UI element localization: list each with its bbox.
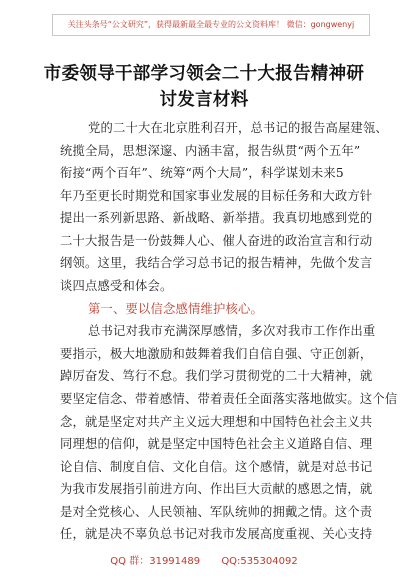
paragraph-line: 论自信、制度自信、文化自信。这个感情，就是对总书记 [60, 459, 373, 474]
paragraph-line: 衔接“两个百年”、统筹“两个大局”，科学谋划未来5 [60, 166, 344, 181]
document-title-line-2: 讨发言材料 [159, 90, 249, 110]
paragraph-line: 纲领。这里，我结合学习总书记的报告精神，先做个发言 [60, 256, 373, 271]
paragraph-line: 年乃至更长时期党和国家事业发展的目标任务和大政方针 [60, 188, 373, 203]
footer-qq-group: QQ 群：31991489 [110, 556, 201, 567]
footer-qq: QQ:535304092 [221, 556, 298, 567]
paragraph-line: 总书记对我市充满深厚感情，多次对我市工作作出重 [88, 324, 376, 339]
document-title-line-1: 市委领导干部学习领会二十大报告精神研 [43, 64, 365, 84]
paragraph-line: 踔厉奋发、笃行不怠。我们学习贯彻党的二十大精神，就 [60, 369, 373, 384]
paragraph-line: 二十大报告是一份鼓舞人心、催人奋进的政治宣言和行动 [60, 233, 373, 248]
paragraph-line: 谈四点感受和体会。 [60, 279, 173, 294]
footer-contact [0, 552, 408, 567]
paragraph-line: 为我市发展指引前进方向、作出巨大贡献的感恩之情，就 [60, 482, 373, 497]
paragraph-line: 是对全党核心、人民领袖、军队统帅的拥戴之情。这个责 [60, 504, 373, 519]
paragraph-line: 要指示，极大地激励和鼓舞着我们自信自强、守正创新， [60, 346, 373, 361]
paragraph-line: 任，就是决不辜负总书记对我市发展高度重视、关心支持 [60, 527, 373, 542]
section-heading: 第一、要以信念感情维护核心。 [88, 301, 263, 316]
paragraph-line: 念，就是坚定对共产主义远大理想和中国特色社会主义共 [60, 414, 373, 429]
paragraph-line: 提出一系列新思路、新战略、新举措。我真切地感到党的 [60, 211, 373, 226]
paragraph-line: 党的二十大在北京胜利召开，总书记的报告高屋建瓴、 [88, 121, 388, 135]
paragraph-line: 统揽全局，思想深邃、内涵丰富，报告纵贯“两个五年” [60, 143, 361, 158]
paragraph-line: 要坚定信念、带着感情、带着责任全面落实落地做实。这个信 [60, 391, 398, 406]
header-banner: 关注头条号“公文研究”，获得最新最全最专业的公文资料库！ 微信：gongwenyj [52, 14, 370, 36]
paragraph-line: 同理想的信仰，就是坚定中国特色社会主义道路自信、理 [60, 437, 373, 452]
